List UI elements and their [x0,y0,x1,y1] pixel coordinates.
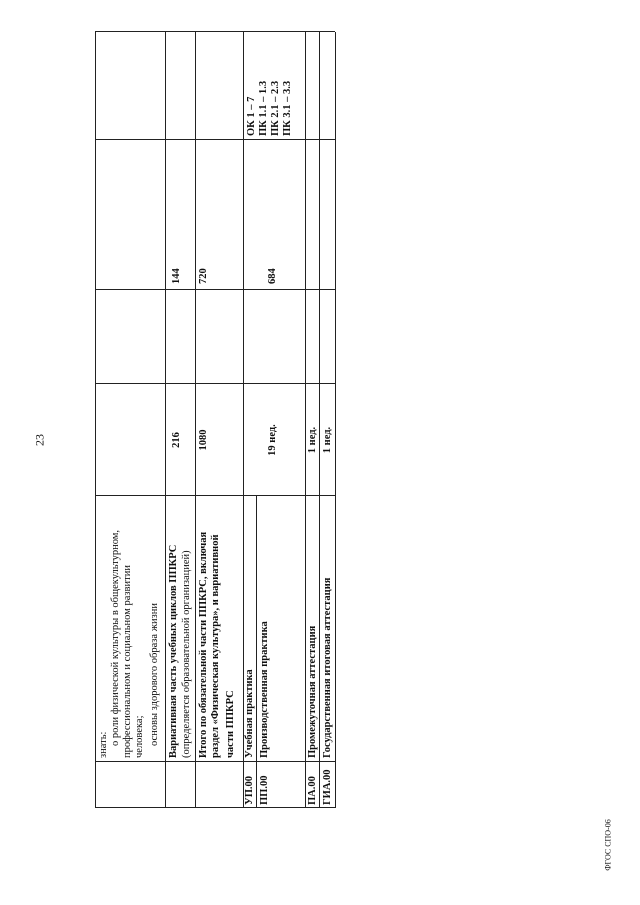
curriculum-table [95,32,335,808]
knowledge-heading: знать: [98,731,109,758]
pp-name: Производственная практика [259,621,270,758]
page-number: 23 [32,434,47,446]
total-line-3: части ППКРС [225,690,236,758]
pa-code: ПА.00 [307,776,318,805]
knowledge-item-2: основы здорового образа жизни [149,603,160,746]
gia-name: Государственная итоговая аттестация [322,577,333,758]
footer-label: ФГОС СПО-06 [603,819,613,871]
knowledge-item-1-cont: профессиональном и социальном развитии [122,565,133,758]
variative-mandatory: 144 [171,268,182,284]
gia-code: ГИА.00 [322,769,333,805]
knowledge-item-1-end: человека; [134,715,145,758]
up-code: УП.00 [244,776,255,805]
competency-pk1: ПК 1.1 – 1.3 [258,80,269,136]
competency-pk3: ПК 3.1 – 3.3 [282,80,293,136]
competency-ok: ОК 1 – 7 [246,96,257,136]
total-line-2: раздел «Физическая культура», и вариативной [210,534,221,758]
total-mandatory: 720 [198,268,209,284]
practice-weeks: 19 нед. [267,424,278,456]
variative-max-load: 216 [171,432,182,448]
pp-code: ПП.00 [259,775,270,805]
variative-subtitle: (определяется образовательной организацией) [181,550,192,758]
pa-weeks: 1 нед. [307,426,318,454]
total-max-load: 1080 [198,429,209,451]
total-line-1: Итого по обязательной части ППКРС, включая [198,531,209,758]
practice-hours: 684 [267,268,278,284]
pa-name: Промежуточная аттестация [307,625,318,758]
knowledge-item-1: о роли физической культуры в общекультурном, [110,529,121,746]
competency-pk2: ПК 2.1 – 2.3 [270,80,281,136]
variative-title: Вариативная часть учебных циклов ППКРС [168,544,179,758]
up-name: Учебная практика [244,669,255,758]
gia-weeks: 1 нед. [322,426,333,454]
